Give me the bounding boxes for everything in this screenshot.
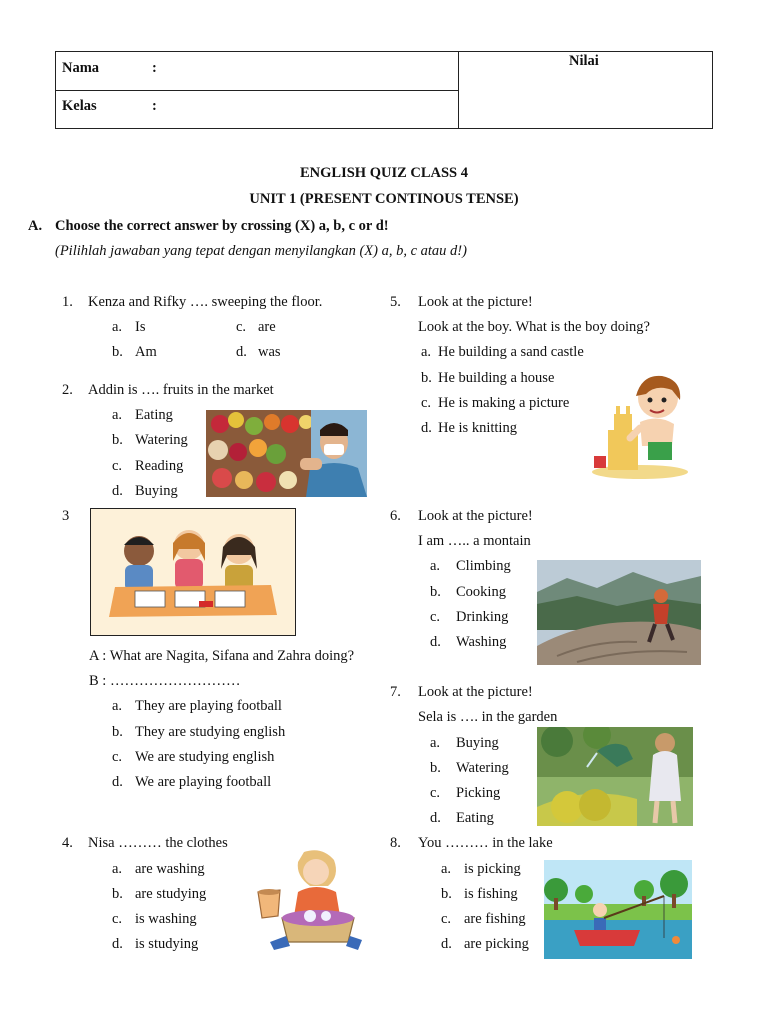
option-text: are washing	[135, 861, 205, 877]
option-text: He is making a picture	[438, 395, 570, 411]
question-number: 3	[62, 508, 70, 524]
option-letter: d.	[430, 634, 441, 650]
question-number: 6.	[390, 508, 401, 524]
option-letter: d.	[236, 344, 247, 360]
option-text: Watering	[135, 432, 188, 448]
option-letter: d.	[112, 774, 123, 790]
option-text: is studying	[135, 936, 199, 952]
score-label: Nilai	[569, 53, 599, 69]
option-text: Watering	[456, 760, 509, 776]
option-text: are picking	[464, 936, 529, 952]
question-text: Look at the picture!	[418, 508, 533, 524]
option-letter: b.	[112, 724, 123, 740]
option-letter: b.	[430, 760, 441, 776]
question-text: Look at the picture!	[418, 684, 533, 700]
option-letter: d.	[112, 936, 123, 952]
class-label: Kelas	[62, 98, 97, 114]
option-letter: a.	[112, 698, 123, 714]
question-text: Addin is …. fruits in the market	[88, 382, 274, 398]
option-letter: a.	[112, 407, 123, 423]
option-letter: d.	[421, 420, 432, 436]
option-letter: c.	[430, 609, 441, 625]
table-divider	[458, 52, 459, 128]
question-text-2: Look at the boy. What is the boy doing?	[418, 319, 650, 335]
option-letter: b.	[430, 584, 441, 600]
option-text: was	[258, 344, 281, 360]
question-text: Kenza and Rifky …. sweeping the floor.	[88, 294, 323, 310]
option-text: He building a house	[438, 370, 555, 386]
option-text: is picking	[464, 861, 521, 877]
option-text: He is knitting	[438, 420, 517, 436]
option-letter: a.	[430, 558, 441, 574]
option-text: are fishing	[464, 911, 526, 927]
option-letter: b.	[421, 370, 432, 386]
section-translation: (Pilihlah jawaban yang tepat dengan menyilangkan (X) a, b, c atau d!)	[55, 243, 467, 259]
option-text: We are playing football	[135, 774, 272, 790]
option-text: Buying	[456, 735, 499, 751]
option-text: is fishing	[464, 886, 518, 902]
option-letter: d.	[112, 483, 123, 499]
dialog-line-b: B : ………………………	[89, 673, 241, 689]
option-letter: b.	[112, 344, 123, 360]
boy-fishing-lake-picture	[544, 860, 692, 959]
question-text: Look at the picture!	[418, 294, 533, 310]
option-text: We are studying english	[135, 749, 275, 765]
option-text: Is	[135, 319, 146, 335]
option-letter: c.	[441, 911, 452, 927]
option-letter: a.	[441, 861, 452, 877]
option-letter: c.	[112, 458, 123, 474]
option-text: He building a sand castle	[438, 344, 584, 360]
market-fruits-photo	[206, 410, 367, 497]
option-letter: a.	[421, 344, 432, 360]
option-text: Washing	[456, 634, 507, 650]
option-letter: a.	[112, 861, 123, 877]
question-number: 5.	[390, 294, 401, 310]
girl-washing-clothes-picture	[250, 846, 366, 952]
question-text: You ……… in the lake	[418, 835, 553, 851]
option-text: They are playing football	[135, 698, 282, 714]
dialog-line-a: A : What are Nagita, Sifana and Zahra doing?	[89, 648, 355, 664]
option-letter: c.	[112, 749, 123, 765]
option-letter: d.	[441, 936, 452, 952]
option-letter: b.	[112, 432, 123, 448]
option-letter: b.	[112, 886, 123, 902]
option-letter: d.	[430, 810, 441, 826]
option-letter: c.	[236, 319, 247, 335]
class-colon: :	[152, 98, 157, 114]
name-colon: :	[152, 60, 157, 76]
option-text: are	[258, 319, 276, 335]
option-text: Picking	[456, 785, 501, 801]
option-letter: c.	[112, 911, 123, 927]
question-number: 4.	[62, 835, 73, 851]
option-text: They are studying english	[135, 724, 286, 740]
boy-sand-castle-picture	[590, 372, 690, 480]
option-text: Eating	[456, 810, 494, 826]
question-number: 7.	[390, 684, 401, 700]
question-number: 8.	[390, 835, 401, 851]
section-letter: A.	[28, 218, 43, 234]
question-text-2: Sela is …. in the garden	[418, 709, 558, 725]
students-studying-picture	[90, 508, 296, 636]
girl-watering-garden-photo	[537, 727, 693, 826]
option-text: are studying	[135, 886, 207, 902]
option-text: Eating	[135, 407, 173, 423]
option-text: Drinking	[456, 609, 509, 625]
option-letter: c.	[421, 395, 432, 411]
option-letter: a.	[430, 735, 441, 751]
question-number: 2.	[62, 382, 73, 398]
option-letter: b.	[441, 886, 452, 902]
option-text: Climbing	[456, 558, 511, 574]
option-letter: a.	[112, 319, 123, 335]
option-text: Am	[135, 344, 157, 360]
question-text: Nisa ……… the clothes	[88, 835, 228, 851]
option-text: Buying	[135, 483, 178, 499]
option-text: is washing	[135, 911, 197, 927]
question-text-2: I am ….. a montain	[418, 533, 531, 549]
section-instruction: Choose the correct answer by crossing (X) a, b, c or d!	[55, 218, 389, 234]
option-text: Cooking	[456, 584, 506, 600]
option-letter: c.	[430, 785, 441, 801]
table-divider	[56, 90, 458, 91]
mountain-climbing-photo	[537, 560, 701, 665]
question-number: 1.	[62, 294, 73, 310]
quiz-subtitle: UNIT 1 (PRESENT CONTINOUS TENSE)	[249, 191, 519, 207]
name-label: Nama	[62, 60, 100, 76]
option-text: Reading	[135, 458, 184, 474]
quiz-title: ENGLISH QUIZ CLASS 4	[299, 165, 468, 181]
